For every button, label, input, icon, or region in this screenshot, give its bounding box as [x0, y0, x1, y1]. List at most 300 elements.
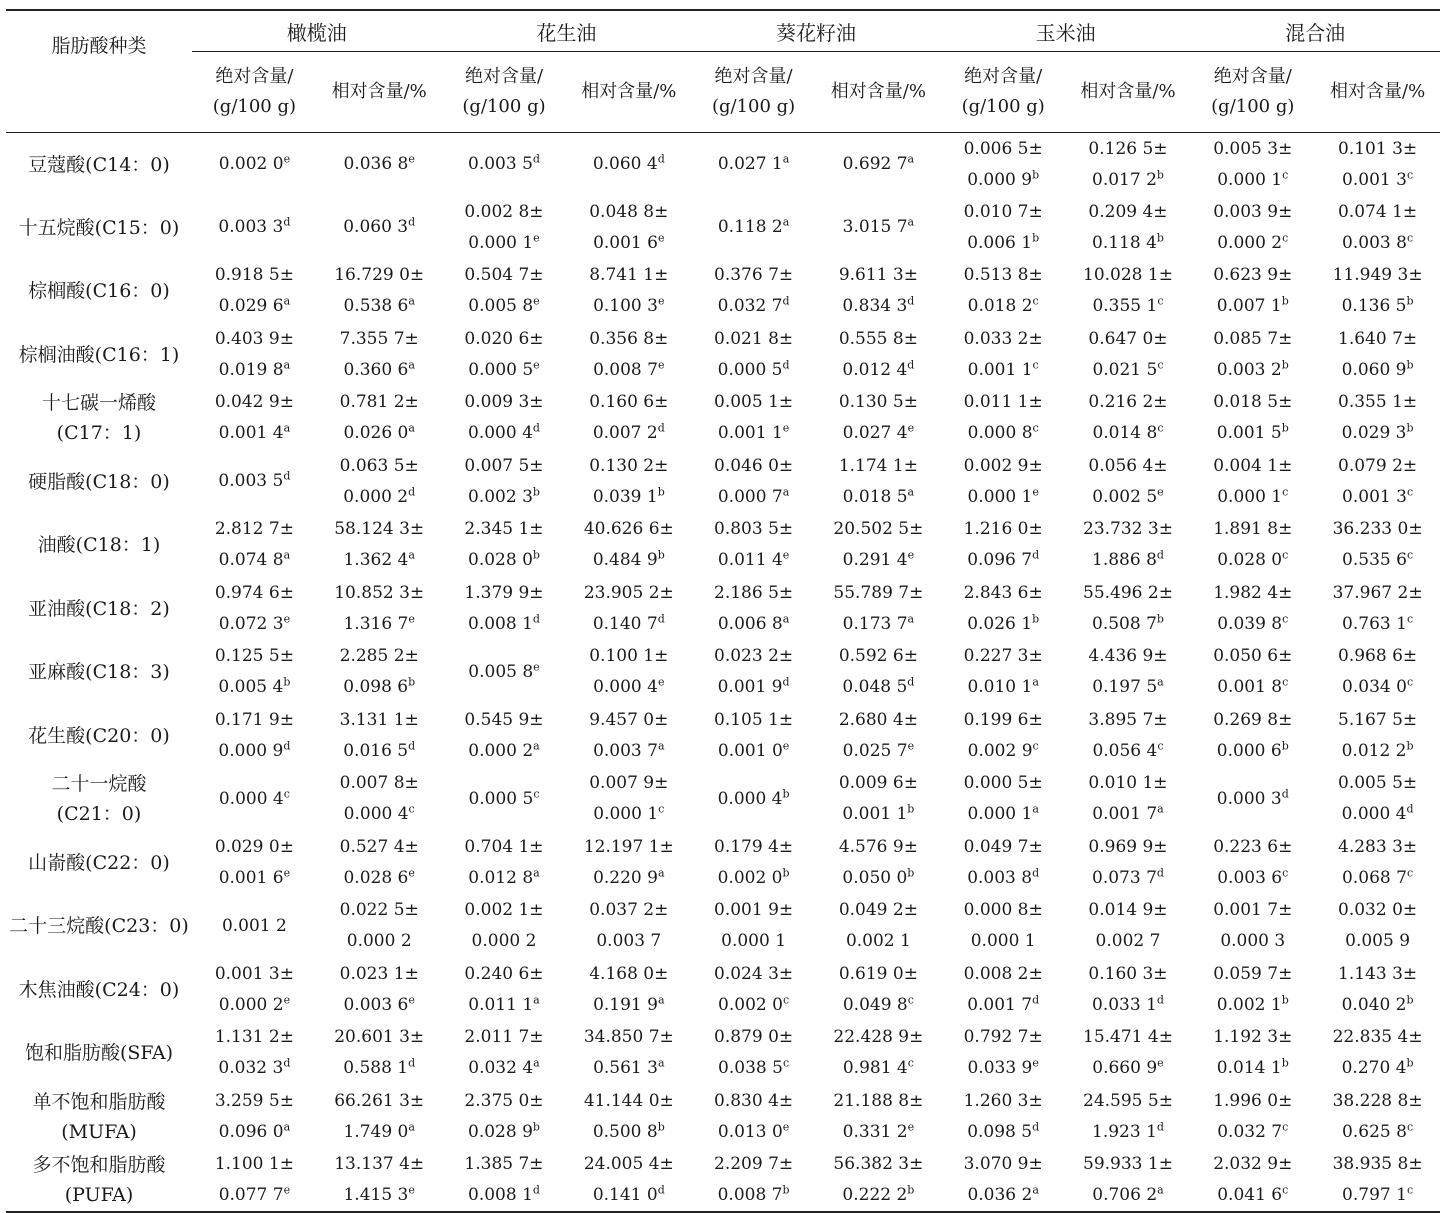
relative-content-cell	[1315, 133, 1440, 197]
fatty-acid-name-line: 十七碳一烯酸	[41, 392, 156, 415]
relative-content-cell	[1315, 577, 1440, 641]
absolute-content-cell	[442, 323, 567, 387]
cell-value: 0.209 4±	[1088, 201, 1168, 222]
fatty-acid-name	[6, 958, 192, 1022]
cell-value: 0.619 0±	[838, 963, 918, 984]
cell-value: 0.017 2$^b$	[1092, 167, 1164, 190]
cell-value: 0.118 2$^a$	[717, 215, 790, 238]
table-row	[6, 704, 1440, 768]
absolute-content-cell	[442, 831, 567, 895]
cell-value: 0.001 9$^d$	[717, 675, 790, 698]
table-row	[6, 577, 1440, 641]
cell-value: 0.012 2$^b$	[1341, 739, 1414, 761]
cell-value: 0.000 4$^c$	[218, 787, 290, 809]
absolute-content-cell	[691, 450, 816, 514]
oil-header-corn: 玉米油	[941, 10, 1191, 52]
cell-value: 0.001 7±	[1213, 900, 1293, 921]
relative-content-cell	[816, 831, 941, 895]
cell-value: 0.588 1$^d$	[343, 1056, 416, 1079]
cell-value: 0.199 6±	[963, 709, 1043, 730]
absolute-content-cell	[442, 387, 567, 451]
table-row	[6, 895, 1440, 959]
cell-value: 0.016 5$^d$	[343, 739, 416, 761]
subheader-absolute	[941, 52, 1066, 133]
cell-value: 0.968 6±	[1338, 646, 1418, 667]
absolute-content-cell	[1190, 895, 1315, 959]
absolute-content-cell	[941, 831, 1066, 895]
cell-value: 0.096 7$^d$	[967, 548, 1040, 571]
table-row	[6, 514, 1440, 578]
relative-content-cell	[317, 768, 442, 832]
relative-content-cell	[1066, 641, 1191, 705]
cell-value: 0.060 4$^d$	[592, 152, 665, 174]
cell-value: 0.513 8±	[963, 265, 1043, 286]
relative-content-cell	[317, 1149, 442, 1213]
cell-value: 1.143 3±	[1338, 963, 1418, 984]
cell-value: 1.749 0$^a$	[343, 1120, 415, 1142]
relative-content-cell	[566, 704, 691, 768]
absolute-content-cell	[192, 196, 317, 260]
cell-value: 0.000 2$^a$	[468, 739, 540, 761]
fatty-acid-name-line: 花生酸(C20：0)	[28, 724, 170, 747]
relative-content-cell	[816, 641, 941, 705]
relative-content-cell	[1066, 1022, 1191, 1086]
absolute-content-cell	[691, 831, 816, 895]
cell-value: 0.056 4$^c$	[1092, 739, 1164, 761]
cell-value: 0.001 5$^b$	[1216, 421, 1289, 444]
absolute-content-cell	[1190, 387, 1315, 451]
relative-content-cell	[317, 323, 442, 387]
fatty-acid-name	[6, 704, 192, 768]
cell-value: 0.660 9e	[1092, 1056, 1164, 1079]
cell-value: 0.018 5±	[1213, 392, 1293, 413]
cell-value: 0.197 5$^a$	[1092, 675, 1164, 698]
relative-content-cell	[317, 1022, 442, 1086]
absolute-content-cell	[1190, 196, 1315, 260]
relative-content-cell	[317, 577, 442, 641]
cell-value: 0.125 5±	[214, 646, 294, 667]
cell-value: 0.000 8$^c$	[967, 421, 1039, 444]
cell-value: 0.009 3±	[464, 392, 544, 413]
relative-content-cell	[1066, 133, 1191, 197]
subheader-absolute-unit: (g/100 g)	[1211, 96, 1295, 117]
absolute-content-cell	[1190, 450, 1315, 514]
absolute-content-cell	[691, 895, 816, 959]
relative-content-cell	[816, 260, 941, 324]
cell-value: 1.260 3±	[963, 1090, 1043, 1111]
relative-content-cell	[816, 577, 941, 641]
cell-value: 0.160 6±	[589, 392, 669, 413]
cell-value: 0.002 9±	[963, 455, 1043, 476]
cell-value: 0.028 0$^c$	[1217, 548, 1289, 571]
cell-value: 0.008 2±	[963, 963, 1043, 984]
table-row	[6, 831, 1440, 895]
absolute-content-cell	[691, 768, 816, 832]
subheader-relative: 相对含量/%	[830, 81, 926, 102]
absolute-content-cell	[1190, 577, 1315, 641]
fatty-acid-name-line: 豆蔻酸(C14：0)	[28, 153, 170, 176]
cell-value: 0.009 6±	[838, 773, 918, 794]
cell-value: 1.216 0±	[963, 519, 1043, 540]
cell-value: 1.174 1±	[838, 455, 918, 476]
cell-value: 0.013 0e	[717, 1120, 790, 1142]
fatty-acid-name-line: 棕榈酸(C16：0)	[28, 280, 170, 303]
fatty-acid-name-line: 硬脂酸(C18：0)	[28, 470, 170, 493]
cell-value: 0.038 5$^c$	[718, 1056, 790, 1079]
absolute-content-cell	[1190, 768, 1315, 832]
cell-value: 0.000 1e	[967, 485, 1039, 507]
absolute-content-cell	[192, 1085, 317, 1149]
cell-value: 0.003 7$^a$	[593, 739, 665, 761]
cell-value: 38.935 8±	[1332, 1153, 1423, 1174]
absolute-content-cell	[691, 704, 816, 768]
cell-value: 66.261 3±	[334, 1090, 425, 1111]
cell-value: 0.000 3$^d$	[1216, 787, 1289, 809]
cell-value: 0.002 0$^c$	[718, 993, 790, 1015]
cell-value: 0.001 6e	[218, 866, 291, 888]
table-row	[6, 450, 1440, 514]
corner-label: 脂肪酸种类	[51, 35, 147, 57]
cell-value: 0.000 5$^d$	[717, 358, 790, 380]
cell-value: 12.197 1±	[583, 836, 674, 857]
cell-value: 0.291 4e	[842, 548, 915, 571]
cell-value: 0.100 1±	[589, 646, 669, 667]
cell-value: 0.969 9±	[1088, 836, 1168, 857]
cell-value: 0.032 3$^d$	[218, 1056, 291, 1079]
cell-value: 0.023 2±	[714, 646, 794, 667]
cell-value: 23.732 3±	[1083, 519, 1173, 540]
absolute-content-cell	[1190, 1085, 1315, 1149]
absolute-content-cell	[1190, 831, 1315, 895]
relative-content-cell	[1066, 514, 1191, 578]
cell-value: 0.000 2	[471, 931, 537, 952]
fatty-acid-name	[6, 260, 192, 324]
fatty-acid-name	[6, 1022, 192, 1086]
subheader-absolute-label: 绝对含量/	[714, 66, 793, 87]
absolute-content-cell	[442, 958, 567, 1022]
relative-content-cell	[566, 387, 691, 451]
cell-value: 1.131 2±	[214, 1027, 294, 1048]
absolute-content-cell	[1190, 133, 1315, 197]
relative-content-cell	[566, 895, 691, 959]
cell-value: 0.018 5$^a$	[842, 485, 915, 507]
cell-value: 0.508 7$^b$	[1092, 612, 1164, 634]
cell-value: 16.729 0±	[334, 265, 425, 286]
cell-value: 0.005 4$^b$	[218, 675, 291, 698]
cell-value: 0.692 7$^a$	[842, 152, 915, 174]
absolute-content-cell	[691, 1085, 816, 1149]
cell-value: 0.042 9±	[214, 392, 294, 413]
cell-value: 0.227 3±	[963, 646, 1043, 667]
table-row	[6, 260, 1440, 324]
relative-content-cell	[317, 1085, 442, 1149]
cell-value: 0.000 2$^d$	[343, 485, 416, 507]
cell-value: 0.010 1$^a$	[967, 675, 1039, 698]
fatty-acid-name	[6, 196, 192, 260]
cell-value: 4.576 9±	[838, 836, 918, 857]
cell-value: 0.555 8±	[838, 328, 918, 349]
cell-value: 0.003 5$^d$	[468, 152, 540, 174]
relative-content-cell	[317, 895, 442, 959]
cell-value: 0.001 2	[221, 915, 287, 936]
cell-value: 0.830 4±	[714, 1090, 794, 1111]
cell-value: 0.073 7$^d$	[1092, 866, 1164, 888]
cell-value: 1.316 7e	[343, 612, 415, 634]
absolute-content-cell	[691, 323, 816, 387]
cell-value: 40.626 6±	[583, 519, 674, 540]
cell-value: 13.137 4±	[334, 1153, 425, 1174]
cell-value: 0.002 1	[845, 931, 911, 952]
table-row	[6, 196, 1440, 260]
absolute-content-cell	[192, 1022, 317, 1086]
cell-value: 0.561 3$^a$	[593, 1056, 665, 1079]
cell-value: 3.895 7±	[1088, 709, 1168, 730]
cell-value: 0.000 6$^b$	[1216, 739, 1289, 761]
cell-value: 0.079 2±	[1338, 455, 1418, 476]
table-row	[6, 1022, 1440, 1086]
table-row	[6, 1149, 1440, 1213]
cell-value: 0.003 6$^c$	[1217, 866, 1289, 888]
fatty-acid-name-line: 饱和脂肪酸(SFA)	[24, 1042, 174, 1065]
relative-content-cell	[1066, 387, 1191, 451]
relative-content-cell	[1315, 260, 1440, 324]
cell-value: 0.074 1±	[1338, 201, 1418, 222]
cell-value: 2.186 5±	[714, 582, 794, 603]
relative-content-cell	[1066, 704, 1191, 768]
cell-value: 0.007 1$^b$	[1216, 294, 1289, 317]
relative-content-cell	[816, 958, 941, 1022]
absolute-content-cell	[691, 1022, 816, 1086]
cell-value: 0.000 2e	[218, 993, 291, 1015]
absolute-content-cell	[941, 196, 1066, 260]
cell-value: 2.843 6±	[963, 582, 1043, 603]
cell-value: 0.001 6e	[593, 231, 665, 253]
cell-value: 0.007 8±	[339, 773, 419, 794]
absolute-content-cell	[941, 1085, 1066, 1149]
fatty-acid-name-line: (C17：1)	[56, 422, 142, 445]
fatty-acid-name	[6, 831, 192, 895]
relative-content-cell	[816, 450, 941, 514]
cell-value: 1.996 0±	[1213, 1090, 1293, 1111]
cell-value: 0.034 0$^c$	[1342, 675, 1414, 698]
absolute-content-cell	[1190, 260, 1315, 324]
cell-value: 0.763 1$^c$	[1342, 612, 1414, 634]
cell-value: 34.850 7±	[583, 1027, 674, 1048]
cell-value: 2.345 1±	[464, 519, 544, 540]
cell-value: 0.803 5±	[714, 519, 794, 540]
cell-value: 0.003 5$^d$	[218, 469, 291, 492]
absolute-content-cell	[442, 1149, 567, 1213]
relative-content-cell	[816, 1022, 941, 1086]
cell-value: 0.098 5$^d$	[967, 1120, 1040, 1142]
cell-value: 0.010 7±	[963, 201, 1043, 222]
cell-value: 0.545 9±	[464, 709, 544, 730]
cell-value: 0.003 9±	[1213, 201, 1293, 222]
relative-content-cell	[566, 831, 691, 895]
cell-value: 0.021 8±	[714, 328, 794, 349]
cell-value: 0.023 1±	[339, 963, 419, 984]
absolute-content-cell	[691, 1149, 816, 1213]
cell-value: 0.105 1±	[714, 709, 794, 730]
cell-value: 0.050 6±	[1213, 646, 1293, 667]
cell-value: 0.008 1$^d$	[468, 612, 540, 634]
cell-value: 0.008 7e	[593, 358, 665, 380]
table-row	[6, 768, 1440, 832]
absolute-content-cell	[192, 387, 317, 451]
cell-value: 1.640 7±	[1338, 328, 1418, 349]
table-body	[6, 133, 1440, 1213]
table-row	[6, 641, 1440, 705]
relative-content-cell	[566, 260, 691, 324]
relative-content-cell	[566, 1149, 691, 1213]
cell-value: 11.949 3±	[1332, 265, 1423, 286]
cell-value: 8.741 1±	[589, 265, 669, 286]
relative-content-cell	[816, 133, 941, 197]
absolute-content-cell	[192, 1149, 317, 1213]
absolute-content-cell	[442, 260, 567, 324]
cell-value: 0.792 7±	[963, 1027, 1043, 1048]
cell-value: 0.027 4e	[842, 421, 915, 444]
cell-value: 0.014 8$^c$	[1092, 421, 1164, 444]
cell-value: 0.240 6±	[464, 963, 544, 984]
absolute-content-cell	[442, 514, 567, 578]
absolute-content-cell	[1190, 1149, 1315, 1213]
subheader-row	[6, 52, 1440, 133]
fatty-acid-name	[6, 768, 192, 832]
relative-content-cell	[1315, 323, 1440, 387]
table-row	[6, 387, 1440, 451]
cell-value: 0.002 8±	[464, 201, 544, 222]
fatty-acid-name-line: 棕榈油酸(C16：1)	[18, 343, 180, 366]
cell-value: 0.781 2±	[339, 392, 419, 413]
cell-value: 0.077 7e	[218, 1183, 291, 1205]
absolute-content-cell	[941, 450, 1066, 514]
cell-value: 23.905 2±	[583, 582, 674, 603]
relative-content-cell	[1315, 387, 1440, 451]
cell-value: 0.356 8±	[589, 328, 669, 349]
cell-value: 0.002 0e	[218, 152, 291, 174]
cell-value: 0.140 7$^d$	[592, 612, 665, 634]
relative-content-cell	[816, 768, 941, 832]
cell-value: 0.008 1$^d$	[468, 1183, 540, 1205]
relative-content-cell	[317, 958, 442, 1022]
cell-value: 22.428 9±	[833, 1027, 924, 1048]
cell-value: 1.192 3±	[1213, 1027, 1293, 1048]
relative-content-cell	[317, 831, 442, 895]
subheader-absolute	[442, 52, 567, 133]
cell-value: 24.595 5±	[1083, 1090, 1173, 1111]
cell-value: 0.021 5$^c$	[1092, 358, 1164, 380]
cell-value: 0.072 3e	[218, 612, 291, 634]
absolute-content-cell	[941, 323, 1066, 387]
absolute-content-cell	[941, 768, 1066, 832]
table-header	[6, 10, 1440, 133]
cell-value: 0.037 2±	[589, 900, 669, 921]
cell-value: 0.026 1$^b$	[967, 612, 1040, 634]
absolute-content-cell	[442, 895, 567, 959]
subheader-relative: 相对含量/%	[1330, 81, 1426, 102]
cell-value: 0.005 1±	[714, 392, 794, 413]
subheader-relative: 相对含量/%	[331, 81, 427, 102]
relative-content-cell	[566, 196, 691, 260]
relative-content-cell	[1066, 958, 1191, 1022]
cell-value: 20.502 5±	[833, 519, 924, 540]
cell-value: 0.032 0±	[1338, 900, 1418, 921]
cell-value: 9.611 3±	[838, 265, 918, 286]
absolute-content-cell	[941, 133, 1066, 197]
relative-content-cell	[1315, 831, 1440, 895]
cell-value: 0.002 9$^c$	[967, 739, 1039, 761]
relative-content-cell	[816, 323, 941, 387]
cell-value: 0.223 6±	[1213, 836, 1293, 857]
cell-value: 0.033 1$^d$	[1092, 993, 1164, 1015]
relative-content-cell	[566, 768, 691, 832]
cell-value: 0.376 7±	[714, 265, 794, 286]
cell-value: 0.000 5±	[963, 773, 1043, 794]
cell-value: 0.403 9±	[214, 328, 294, 349]
cell-value: 0.535 6$^c$	[1342, 548, 1414, 571]
relative-content-cell	[317, 450, 442, 514]
cell-value: 0.014 1$^b$	[1216, 1056, 1289, 1079]
cell-value: 0.000 9$^b$	[967, 167, 1040, 190]
fatty-acid-name	[6, 450, 192, 514]
cell-value: 0.130 2±	[589, 455, 669, 476]
cell-value: 0.063 5±	[339, 455, 419, 476]
relative-content-cell	[317, 514, 442, 578]
absolute-content-cell	[192, 768, 317, 832]
cell-value: 0.000 1$^c$	[1217, 167, 1289, 190]
cell-value: 0.504 7±	[464, 265, 544, 286]
cell-value: 0.049 7±	[963, 836, 1043, 857]
cell-value: 3.070 9±	[963, 1153, 1043, 1174]
subheader-absolute-label: 绝对含量/	[464, 66, 544, 87]
absolute-content-cell	[192, 958, 317, 1022]
table-row	[6, 133, 1440, 197]
relative-content-cell	[566, 133, 691, 197]
cell-value: 0.001 7$^d$	[967, 993, 1040, 1015]
relative-content-cell	[1066, 323, 1191, 387]
cell-value: 5.167 5±	[1338, 709, 1418, 730]
absolute-content-cell	[192, 450, 317, 514]
relative-content-cell	[566, 1022, 691, 1086]
cell-value: 0.126 5±	[1088, 138, 1168, 159]
cell-value: 0.025 7e	[842, 739, 915, 761]
cell-value: 0.096 0$^a$	[218, 1120, 291, 1142]
cell-value: 0.623 9±	[1213, 265, 1293, 286]
relative-content-cell	[1315, 704, 1440, 768]
cell-value: 4.168 0±	[589, 963, 669, 984]
relative-content-cell	[566, 577, 691, 641]
relative-content-cell	[317, 704, 442, 768]
cell-value: 0.000 4$^d$	[468, 421, 540, 444]
fatty-acid-name	[6, 514, 192, 578]
cell-value: 1.100 1±	[214, 1153, 294, 1174]
relative-content-cell	[816, 196, 941, 260]
cell-value: 0.118 4$^b$	[1092, 231, 1164, 253]
cell-value: 0.010 1±	[1088, 773, 1168, 794]
cell-value: 0.036 8e	[343, 152, 415, 174]
relative-content-cell	[1066, 768, 1191, 832]
cell-value: 0.028 0$^b$	[468, 548, 540, 571]
cell-value: 10.852 3±	[334, 582, 425, 603]
cell-value: 0.019 8$^a$	[218, 358, 291, 380]
cell-value: 0.001 0e	[717, 739, 790, 761]
cell-value: 0.039 1$^b$	[592, 485, 665, 507]
cell-value: 55.496 2±	[1083, 582, 1173, 603]
relative-content-cell	[1066, 895, 1191, 959]
cell-value: 0.020 6±	[464, 328, 544, 349]
cell-value: 0.216 2±	[1088, 392, 1168, 413]
